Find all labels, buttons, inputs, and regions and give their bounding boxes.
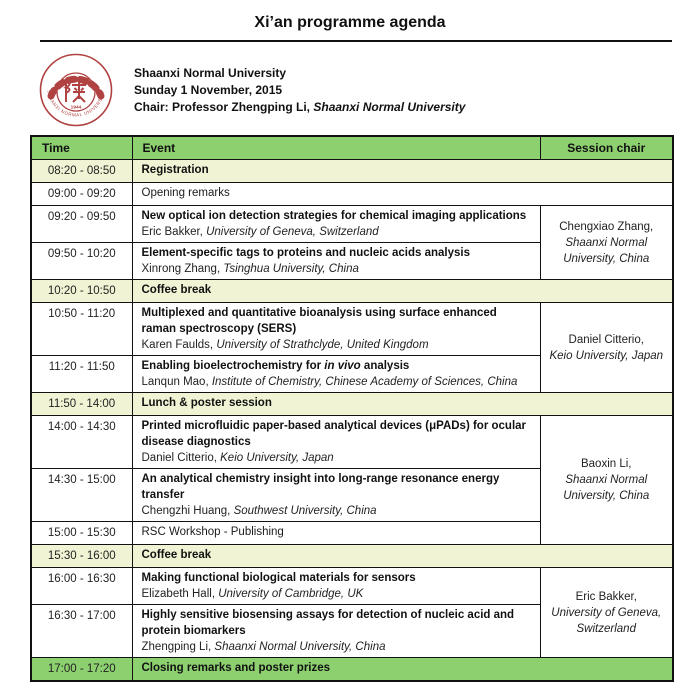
session-chair-cell [540,206,673,280]
event-title: Coffee break [141,284,212,296]
event-chair-line [134,99,465,116]
event-title-part: analysis [363,360,410,372]
time-cell: 14:30 - 15:00 [31,469,132,522]
event-title: Registration [141,164,209,176]
table-row [31,568,673,605]
time-cell: 10:50 - 11:20 [31,303,132,356]
speaker-name: Xinrong Zhang, [141,263,221,275]
speaker-name: Chengzhi Huang, [141,505,231,517]
event-cell [132,303,540,356]
speaker-name: Zhengping Li, [141,641,212,653]
event-cell [132,356,540,393]
time-cell: 09:00 - 09:20 [31,183,132,206]
event-cell [132,243,540,280]
table-row [31,416,673,469]
chair-affiliation: Shaanxi Normal University, China [563,236,650,265]
time-cell: 08:20 - 08:50 [31,160,132,183]
table-row [31,658,673,682]
table-header-row [31,136,673,160]
event-cell [132,393,673,416]
time-cell: 09:20 - 09:50 [31,206,132,243]
seal-english-name: SHAANXI NORMAL UNIVERSITY [46,89,106,118]
event-title: Element-specific tags to proteins and nucleic acids analysis [141,247,470,259]
event-title: Multiplexed and quantitative bioanalysis using surface enhanced raman spectroscopy (SERS) [141,307,497,335]
event-cell [132,545,673,568]
event-speaker [142,503,531,519]
event-cell [132,658,673,682]
table-row [31,160,673,183]
speaker-affiliation: Keio University, Japan [220,452,334,464]
event-speaker [142,586,531,602]
event-speaker [142,639,531,655]
time-cell: 16:00 - 16:30 [31,568,132,605]
speaker-affiliation: University of Geneva, Switzerland [206,226,379,238]
event-speaker [142,224,531,240]
event-cell [132,416,540,469]
page-title: Xi’an programme agenda [254,14,446,31]
event-cell [132,568,540,605]
table-row [31,303,673,356]
agenda-table [30,135,674,682]
chair-name: Eric Bakker, [575,590,637,603]
time-cell: 15:30 - 16:00 [31,545,132,568]
event-title: Highly sensitive biosensing assays for detection of nucleic acid and protein biomarkers [141,609,515,637]
time-cell: 11:20 - 11:50 [31,356,132,393]
table-row [31,183,673,206]
speaker-affiliation: Southwest University, China [233,505,377,517]
table-row [31,545,673,568]
event-speaker [142,374,531,390]
table-row [31,280,673,303]
event-cell [132,206,540,243]
time-cell: 09:50 - 10:20 [31,243,132,280]
event-cell [132,605,540,658]
table-row [31,206,673,243]
session-chair-cell [540,568,673,658]
title-divider [40,40,672,42]
event-title: New optical ion detection strategies for chemical imaging applications [141,210,527,222]
speaker-name: Eric Bakker, [141,226,203,238]
time-cell: 16:30 - 17:00 [31,605,132,658]
speaker-affiliation: Tsinghua University, China [223,263,359,275]
event-speaker [142,337,531,353]
event-cell [132,469,540,522]
event-title: An analytical chemistry insight into long-range resonance energy transfer [141,473,500,501]
event-title: Lunch & poster session [141,397,272,409]
event-cell [132,160,673,183]
event-title: RSC Workshop - Publishing [141,526,284,538]
event-date: Sunday 1 November, 2015 [134,82,283,97]
event-cell [132,183,673,206]
chair-affiliation: Shaanxi Normal University, China [563,474,650,502]
event-speaker [142,261,531,277]
event-title: Opening remarks [141,187,230,199]
event-title-italic-part: in vivo [324,360,361,372]
event-cell [132,280,673,303]
chair-label: Chair: Professor Zhengping Li, [134,99,311,114]
speaker-name: Karen Faulds, [141,339,214,351]
table-row [31,393,673,416]
event-title: Coffee break [141,549,212,561]
speaker-affiliation: Institute of Chemistry, Chinese Academy of Sciences, China [211,376,518,388]
university-name: Shaanxi Normal University [134,65,287,80]
organisation-info [134,65,465,116]
chair-affiliation: Shaanxi Normal University [313,99,466,114]
university-seal-logo [38,52,114,128]
speaker-affiliation: University of Strathclyde, United Kingdom [216,339,429,351]
organisation-header [38,52,700,128]
session-chair-cell [540,303,673,393]
time-cell: 11:50 - 14:00 [31,393,132,416]
column-header-time: Time [31,136,132,160]
chair-affiliation: University of Geneva, Switzerland [551,606,662,635]
event-speaker [142,450,531,466]
time-cell: 17:00 - 17:20 [31,658,132,682]
speaker-affiliation: University of Cambridge, UK [218,588,364,600]
speaker-affiliation: Shaanxi Normal University, China [214,641,386,653]
seal-year: 1944 [70,105,82,111]
session-chair-cell [540,416,673,545]
event-title: Making functional biological materials for sensors [141,572,416,584]
time-cell: 14:00 - 14:30 [31,416,132,469]
speaker-name: Lanqun Mao, [141,376,209,388]
event-cell [132,522,540,545]
column-header-session-chair: Session chair [540,136,673,160]
column-header-event: Event [132,136,540,160]
time-cell: 10:20 - 10:50 [31,280,132,303]
chair-name: Baoxin Li, [580,458,632,470]
chair-affiliation: Keio University, Japan [549,349,664,362]
event-title: Printed microfluidic paper-based analytical devices (μPADs) for ocular disease diagnostics [141,420,527,448]
chair-name: Chengxiao Zhang, [559,220,654,233]
chair-name: Daniel Citterio, [568,333,644,346]
speaker-name: Daniel Citterio, [141,452,217,464]
event-title [142,358,531,374]
time-cell: 15:00 - 15:30 [31,522,132,545]
speaker-name: Elizabeth Hall, [141,588,216,600]
event-title: Closing remarks and poster prizes [141,662,331,674]
event-title-part: Enabling bioelectrochemistry for [141,360,322,372]
